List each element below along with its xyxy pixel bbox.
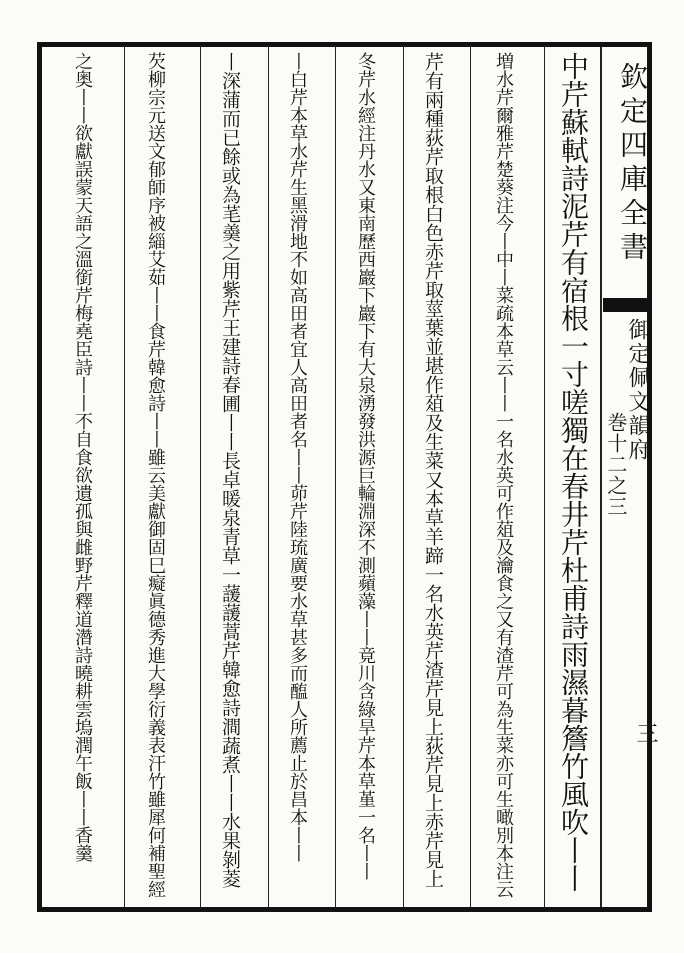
text-column-6: 丨深蒲而已餘或為芼羮之用紫芹王建詩春圃丨丨長卓暖泉青草一蘐蘐蒿芹韓愈詩澗蔬煮丨丨水果剝菱 (219, 52, 241, 888)
column-rule (403, 47, 404, 907)
text-column-4: 冬芹水經注丹水又東南歷西巖下巖下有大泉湧發洪源巨輪淵深不測蘋藻丨丨竟川含綠旱芹本草堇一名丨丨 (355, 52, 376, 880)
text-column-1: 中芹蘇軾詩泥芹有宿根一寸嗟獨在春井芹杜甫詩雨濕暮簷竹風吹丨丨 (557, 52, 590, 892)
text-column-3: 芹有兩種荻芹取根白色赤芹取莖葉並堪作葅及生菜又本草羊蹄一名水英芹渣芹見上荻芹見上赤芹見上 (422, 52, 444, 888)
text-column-7: 芡柳宗元送文郁師序被緇艾茹丨丨食芹韓愈詩丨丨雖云美獻御固巳癡眞德秀進大學衍義表汗竹雖犀何補聖經 (145, 52, 166, 898)
column-rule (335, 47, 336, 907)
fish-tail-mark (603, 298, 647, 312)
book-title: 御定佩文韻府 (625, 318, 650, 462)
text-column-5: 丨白芹本草水芹生黑滑地不如高田者宜人高田者名丨丨茆芹陸琉廣要水草甚多而醢人所薦止於昌本丨丨 (287, 52, 308, 862)
text-column-2: 増水芹爾雅芹楚葵注今丨中丨菜疏本草云丨丨一名水英可作葅及瀹食之又有渣芹可為生菜亦可生噉別本注云 (493, 52, 514, 898)
column-rule (268, 47, 269, 907)
page-number: 三 (633, 722, 658, 744)
column-rule (544, 47, 545, 907)
series-title: 欽定四庫全書 (616, 62, 649, 266)
column-rule (124, 47, 125, 907)
column-rule (200, 47, 201, 907)
text-column-8: 之奥丨丨欲獻誤蒙天語之溫銜芹梅堯臣詩丨丨不自食欲遺孤與雌野芹釋道濳詩曉耕雲塢潤午飯丨丨香羹 (72, 52, 93, 862)
column-rule (470, 47, 471, 907)
volume-label: 巻十二之三 (604, 412, 628, 517)
